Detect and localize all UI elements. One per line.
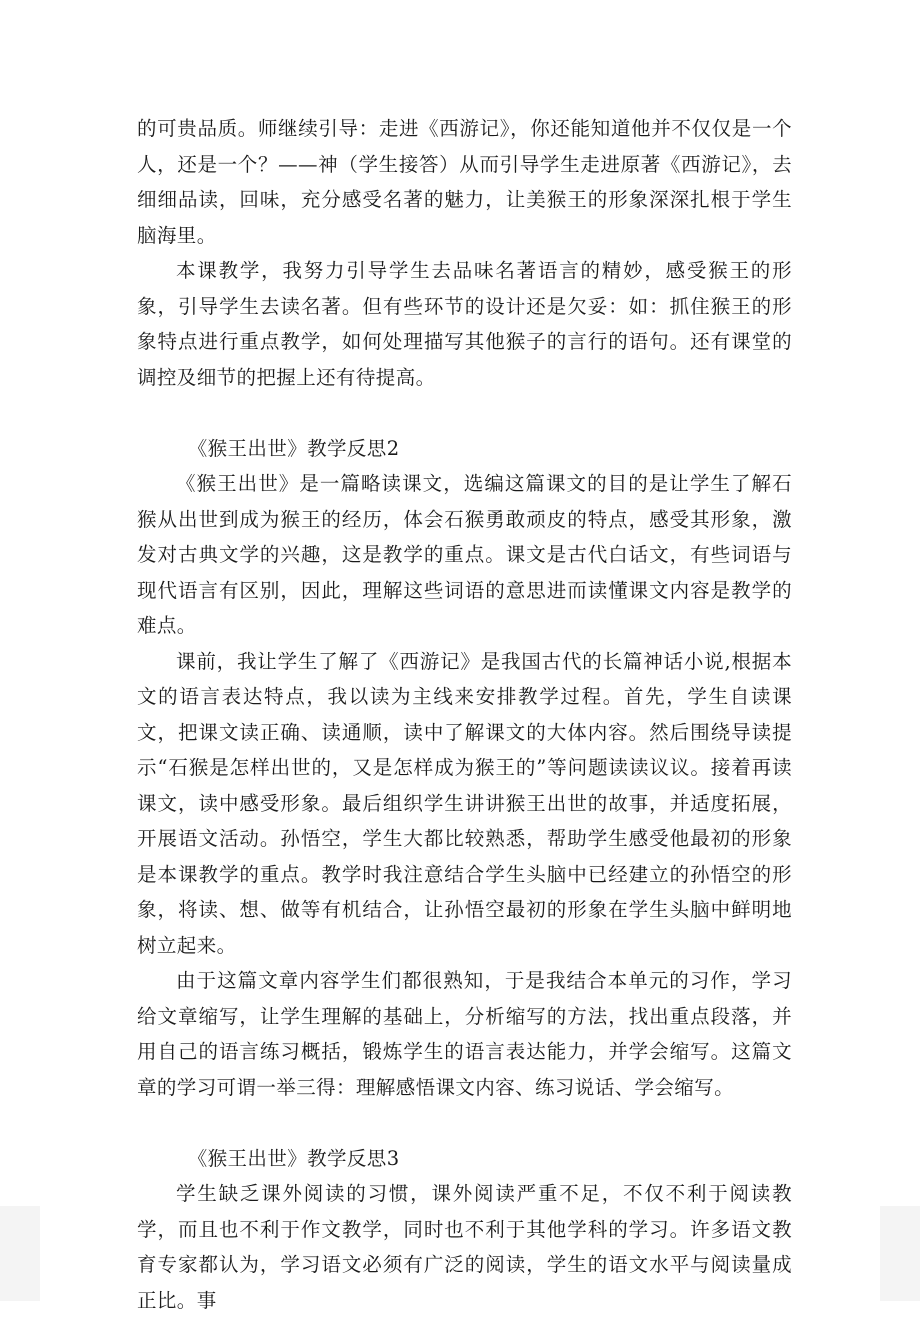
paragraph-intro-3: 学生缺乏课外阅读的习惯，课外阅读严重不足，不仅不利于阅读教学，而且也不利于作文教学，同时也不利于其他学科的学习。许多语文教育专家都认为，学习语文必须有广泛的阅读，学生的语文水平与阅读量成正比。事 xyxy=(137,1182,792,1312)
section-heading-2: 《猴王出世》教学反思2 xyxy=(187,436,400,460)
paragraph-intro-2: 《猴王出世》是一篇略读课文，选编这篇课文的目的是让学生了解石猴从出世到成为猴王的经历，体会石猴勇敢顽皮的特点，感受其形象，激发对古典文学的兴趣，这是教学的重点。课文是古代白话文，有些词语与现代语言有区别，因此，理解这些词语的意思进而读懂课文内容是教学的难点。 xyxy=(137,472,792,637)
paragraph-reflection-1: 本课教学，我努力引导学生去品味名著语言的精妙，感受猴王的形象，引导学生去读名著。但有些环节的设计还是欠妥：如：抓住猴王的形象特点进行重点教学，如何处理描写其他猴子的言行的语句。还有课堂的调控及细节的把握上还有待提高。 xyxy=(137,259,792,389)
section-heading-3: 《猴王出世》教学反思3 xyxy=(187,1146,400,1170)
paragraph-summary-2: 由于这篇文章内容学生们都很熟知，于是我结合本单元的习作，学习给文章缩写，让学生理解的基础上，分析缩写的方法，找出重点段落，并用自己的语言练习概括，锻炼学生的语言表达能力，并学会缩写。这篇文章的学习可谓一举三得：理解感悟课文内容、练习说话、学会缩写。 xyxy=(137,969,792,1099)
paragraph-process-2: 课前，我让学生了解了《西游记》是我国古代的长篇神话小说,根据本文的语言表达特点，我以读为主线来安排教学过程。首先，学生自读课文，把课文读正确、读通顺，读中了解课文的大体内容。然后围绕导读提示“石猴是怎样出世的，又是怎样成为猴王的”等问题读读议议。接着再读课文，读中感受形象。最后组织学生讲讲猴王出世的故事，并适度拓展，开展语文活动。孙悟空，学生大都比较熟悉，帮助学生感受他最初的形象是本课教学的重点。教学时我注意结合学生头脑中已经建立的孙悟空的形象，将读、想、做等有机结合，让孙悟空最初的形象在学生头脑中鲜明地树立起来。 xyxy=(137,649,792,957)
paragraph-continuation: 的可贵品质。师继续引导：走进《西游记》，你还能知道他并不仅仅是一个人，还是一个？——神（学生接答）从而引导学生走进原著《西游记》，去细细品读，回味，充分感受名著的魅力，让美猴王的形象深深扎根于学生脑海里。 xyxy=(137,117,792,247)
document-body xyxy=(137,111,792,1318)
